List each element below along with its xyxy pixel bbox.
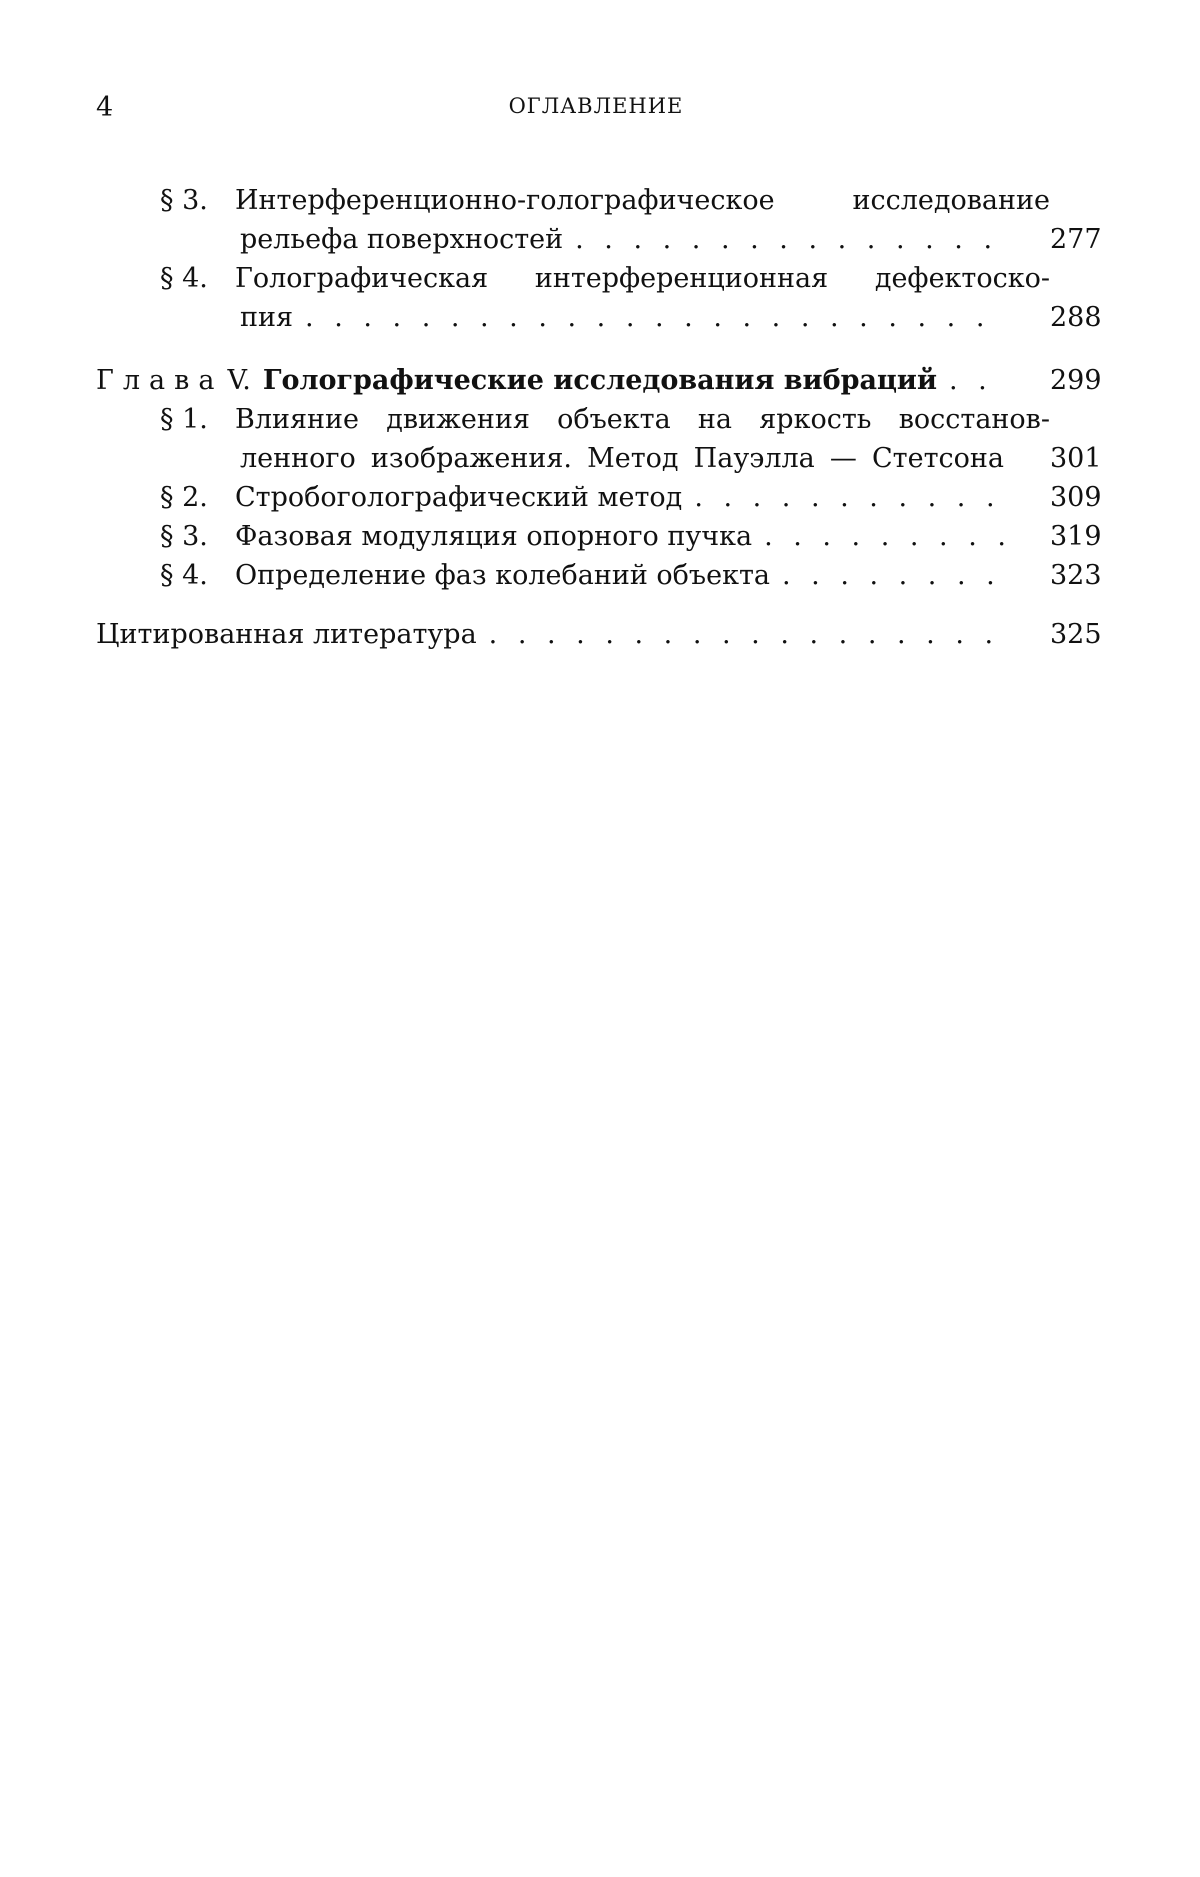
dot-leader [489, 615, 1004, 654]
page-ref: 309 [1050, 482, 1102, 513]
toc-entry-section-4[interactable] [96, 259, 1102, 337]
toc-entry-section-3[interactable] [96, 181, 1102, 259]
chapter-numeral: V. [227, 365, 251, 396]
section-number: § 3. [160, 521, 208, 552]
dot-leader [305, 298, 1004, 337]
page-header [96, 92, 1096, 122]
toc-entry-ch5-section-1[interactable] [96, 400, 1102, 478]
running-title: ОГЛАВЛЕНИЕ [508, 94, 684, 118]
section-number: § 2. [160, 482, 208, 513]
section-title-line-1: Голографическая интерференционная дефектоско- [235, 263, 1050, 294]
section-title: Определение фаз колебаний объекта [235, 560, 770, 591]
toc-entry-ch5-section-4[interactable] [96, 556, 1102, 595]
section-title-line-2: пия [240, 302, 294, 333]
dot-leader [949, 361, 1004, 400]
page-ref: 319 [1050, 521, 1102, 552]
section-title-line-2: рельефа поверхностей [240, 224, 564, 255]
page-number: 4 [96, 92, 114, 123]
section-number: § 4. [160, 263, 208, 294]
toc-entry-ch5-section-3[interactable] [96, 517, 1102, 556]
page-ref: 288 [1050, 302, 1102, 333]
section-number: § 1. [160, 404, 208, 435]
page-ref: 299 [1050, 365, 1102, 396]
section-number: § 4. [160, 560, 208, 591]
page-ref: 325 [1050, 619, 1102, 650]
section-number: § 3. [160, 185, 208, 216]
section-title-line-1: Влияние движения объекта на яркость восстанов- [235, 404, 1050, 435]
section-title: Стробоголографический метод [235, 482, 683, 513]
chapter-title: Голографические исследования вибраций [262, 365, 937, 396]
dot-leader [575, 220, 1004, 259]
toc-entry-literature[interactable] [96, 615, 1102, 654]
table-of-contents [96, 181, 1102, 654]
page-ref: 323 [1050, 560, 1102, 591]
toc-entry-chapter-5[interactable] [96, 361, 1102, 400]
chapter-label: Глава [96, 365, 224, 396]
dot-leader [694, 478, 1004, 517]
dot-leader [764, 517, 1004, 556]
literature-title: Цитированная литература [96, 619, 477, 650]
section-title: Фазовая модуляция опорного пучка [235, 521, 753, 552]
section-title-line-1: Интерференционно-голографическое исследование [235, 185, 1050, 216]
section-title-line-2: ленного изображения. Метод Пауэлла — Стетсона [240, 443, 1004, 474]
toc-entry-ch5-section-2[interactable] [96, 478, 1102, 517]
page-ref: 301 [1050, 443, 1102, 474]
page-ref: 277 [1050, 224, 1102, 255]
dot-leader [782, 556, 1004, 595]
